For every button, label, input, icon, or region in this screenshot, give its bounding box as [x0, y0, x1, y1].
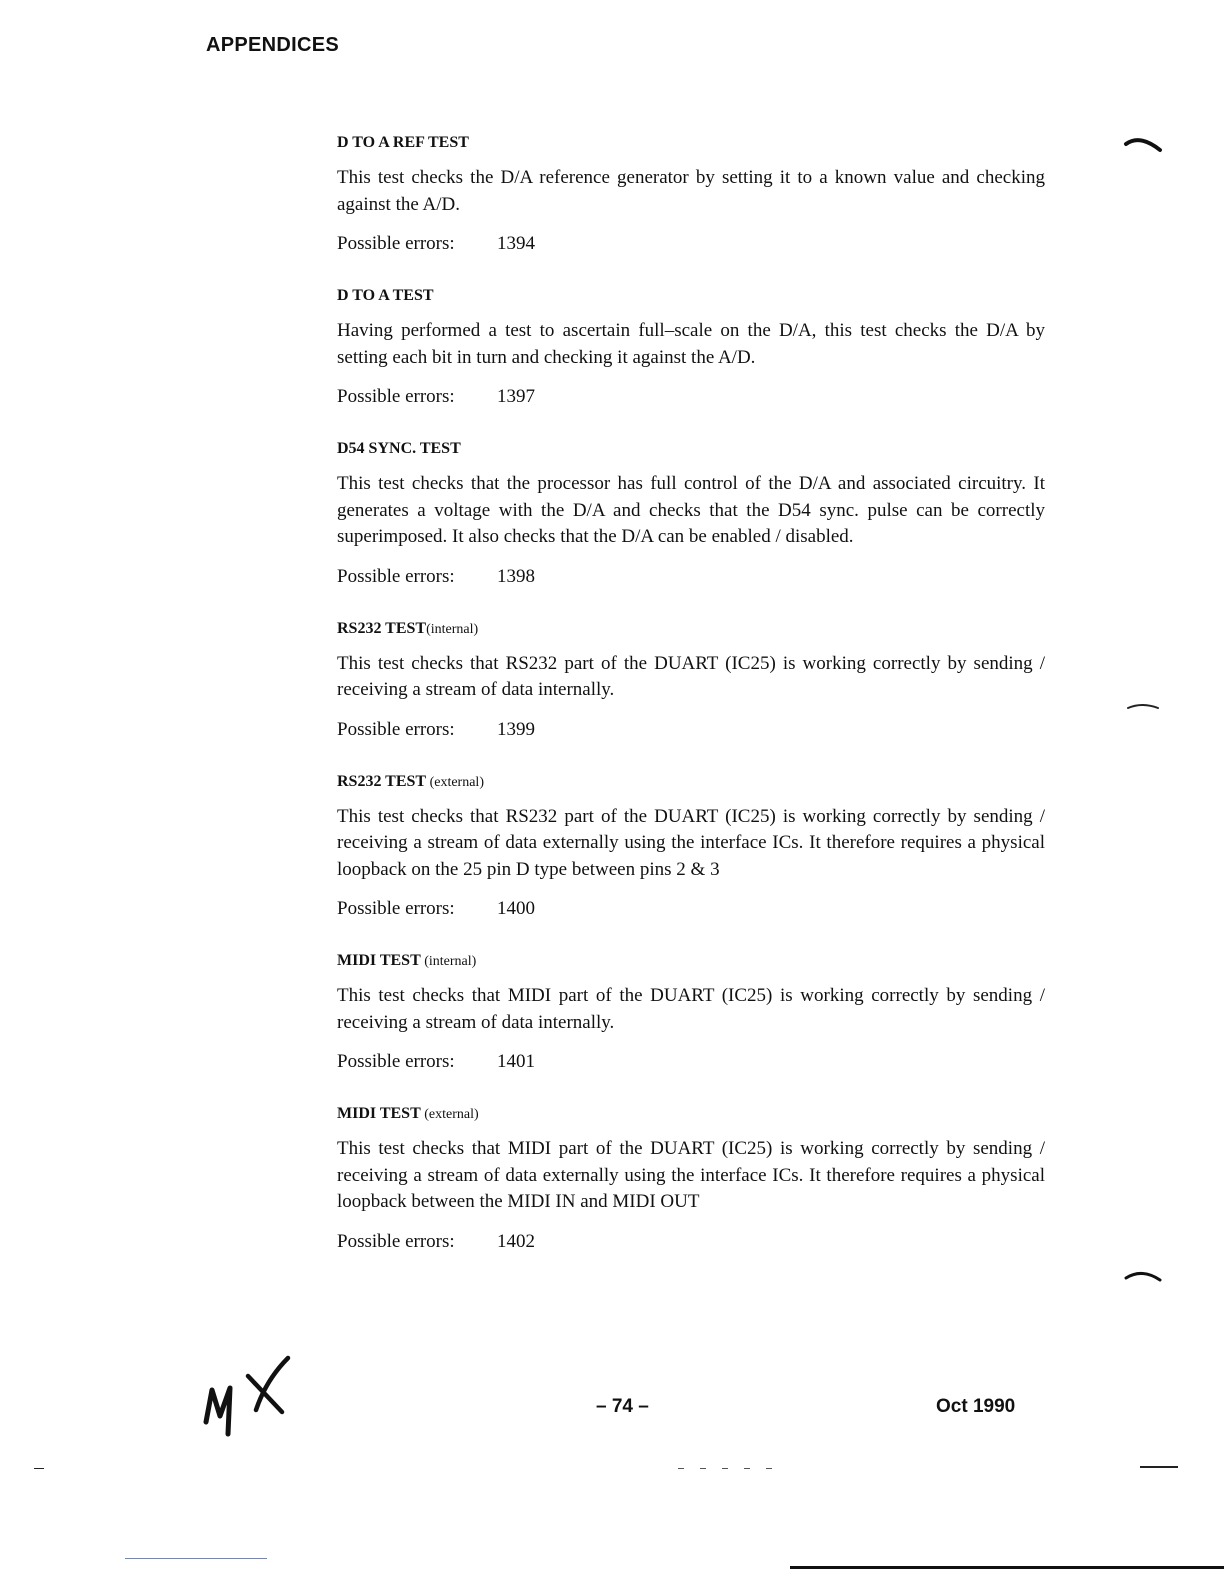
section-qualifier: (external) — [426, 774, 484, 790]
section-title — [337, 439, 1045, 460]
possible-errors — [337, 718, 1045, 742]
possible-errors — [337, 565, 1045, 589]
test-descriptions — [337, 133, 1045, 1284]
scan-edge-bottom-right — [790, 1566, 1224, 1569]
errors-label: Possible errors: — [337, 1230, 455, 1252]
possible-errors — [337, 232, 1045, 256]
error-code: 1401 — [497, 1051, 535, 1072]
section-title-text: RS232 TEST — [337, 619, 427, 637]
section-d-to-a-ref-test — [337, 133, 1045, 256]
running-header: APPENDICES — [206, 34, 340, 56]
errors-label: Possible errors: — [337, 718, 455, 740]
section-qualifier: (external) — [420, 1107, 479, 1122]
possible-errors — [337, 385, 1045, 409]
section-title-text: RS232 TEST — [337, 772, 427, 790]
section-body: This test checks that RS232 part of the DUART (IC25) is working correctly by sending / receiving a stream of data externally using the interface ICs. It therefore requires a physical loopback on the 25 pin D type between pins 2 & 3 — [337, 805, 1045, 880]
scan-mark-top-right — [1122, 132, 1166, 154]
error-code: 1394 — [497, 233, 535, 254]
handwritten-mx-mark — [200, 1350, 300, 1440]
error-code: 1399 — [497, 718, 535, 740]
errors-label: Possible errors: — [337, 233, 455, 254]
possible-errors — [337, 1230, 1045, 1254]
footer-date: Oct 1990 — [936, 1396, 1016, 1417]
error-code: 1397 — [497, 386, 535, 407]
section-rs232-test-external — [337, 772, 1045, 922]
page-number: – 74 – — [596, 1396, 649, 1417]
error-code: 1400 — [497, 898, 535, 919]
section-body: This test checks that MIDI part of the DUART (IC25) is working correctly by sending / receiving a stream of data internally. — [337, 985, 1045, 1033]
errors-label: Possible errors: — [337, 565, 455, 587]
section-title-text: D54 SYNC. TEST — [337, 440, 461, 457]
section-body: This test checks the D/A reference generator by setting it to a known value and checking against the A/D. — [337, 167, 1045, 215]
possible-errors — [337, 1050, 1045, 1074]
errors-label: Possible errors: — [337, 1051, 455, 1072]
section-title — [337, 133, 1045, 154]
section-body: This test checks that MIDI part of the DUART (IC25) is working correctly by sending / receiving a stream of data externally using the interface ICs. It therefore requires a physical loopback between the MIDI IN and MIDI OUT — [337, 1138, 1045, 1212]
scan-mark-lower-right — [1122, 1266, 1166, 1286]
section-title — [337, 772, 1045, 793]
section-body: This test checks that RS232 part of the DUART (IC25) is working correctly by sending / receiving a stream of data internally. — [337, 652, 1045, 700]
errors-label: Possible errors: — [337, 898, 455, 919]
section-qualifier: (internal) — [420, 954, 477, 969]
section-body: Having performed a test to ascertain full–scale on the D/A, this test checks the D/A by setting each bit in turn and checking it against the A/D. — [337, 320, 1045, 368]
section-title — [337, 1104, 1045, 1125]
section-d54-sync-test — [337, 439, 1045, 589]
section-title — [337, 619, 1045, 640]
scan-mark-bottom-center-dots — [678, 1468, 778, 1469]
section-d-to-a-test — [337, 286, 1045, 409]
section-title — [337, 286, 1045, 307]
section-midi-test-external — [337, 1104, 1045, 1254]
scan-mark-mid-right — [1122, 698, 1166, 714]
section-body: This test checks that the processor has full control of the D/A and associated circuitry. It generates a voltage with the D/A and checks that the D54 sync. pulse can be correctly superimposed. It also checks that the D/A can be enabled / disabled. — [337, 473, 1045, 547]
scan-edge-bottom-left — [125, 1558, 267, 1559]
possible-errors — [337, 897, 1045, 921]
scan-mark-bottom-left-dash — [34, 1468, 44, 1469]
section-title — [337, 951, 1045, 972]
error-code: 1402 — [497, 1230, 535, 1252]
section-title-text: D TO A TEST — [337, 287, 434, 304]
section-title-text: MIDI TEST — [337, 1105, 421, 1122]
section-title-text: MIDI TEST — [337, 952, 421, 969]
section-rs232-test-internal — [337, 619, 1045, 742]
section-midi-test-internal — [337, 951, 1045, 1074]
error-code: 1398 — [497, 565, 535, 587]
section-title-text: D TO A REF TEST — [337, 134, 469, 151]
errors-label: Possible errors: — [337, 386, 455, 407]
section-qualifier: (internal) — [426, 621, 479, 637]
scan-mark-bottom-right-line — [1140, 1466, 1178, 1468]
